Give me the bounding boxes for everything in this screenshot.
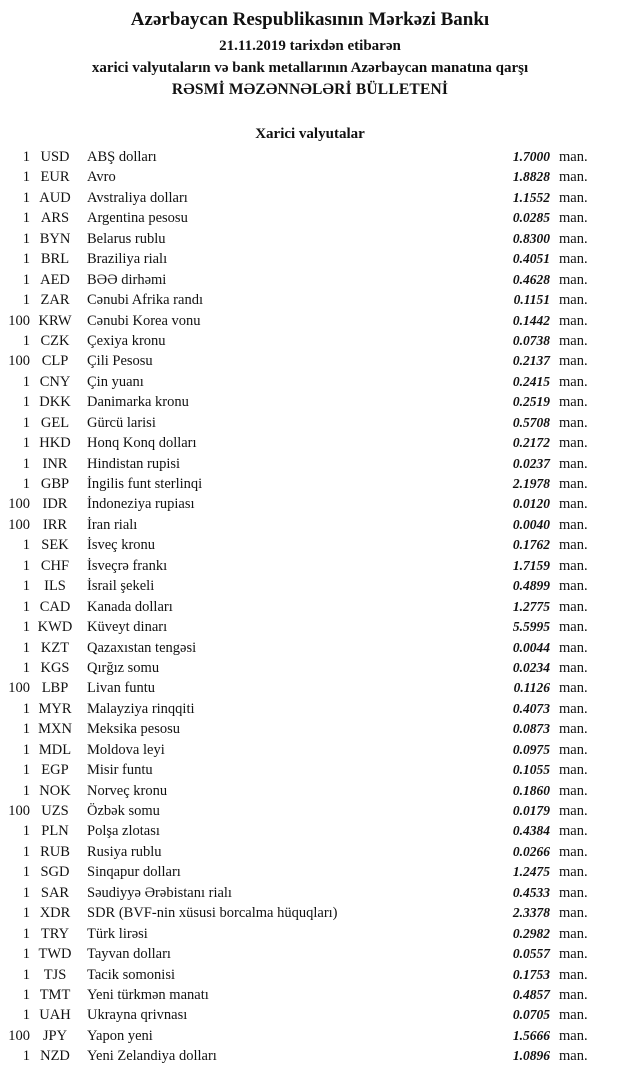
quantity-value: 1 [22, 251, 30, 268]
table-row [0, 821, 620, 841]
currency-name: Rusiya rublu [87, 843, 162, 860]
currency-code: MDL [38, 741, 72, 758]
table-row [0, 740, 620, 760]
currency-name: Çili Pesosu [87, 353, 153, 370]
table-row [0, 903, 620, 923]
quantity-value: 1 [22, 476, 30, 492]
rate-value: 0.4051 [512, 251, 550, 267]
currency-name: İsrail şekeli [87, 578, 155, 595]
quantity-value: 1 [22, 966, 30, 983]
currency-code: EGP [41, 762, 69, 779]
rate-value: 0.0234 [512, 659, 550, 675]
unit-label: man. [559, 700, 588, 717]
table-row [0, 372, 620, 392]
unit-label: man. [559, 312, 588, 329]
rate-value: 0.4628 [512, 271, 550, 287]
quantity-value: 1 [22, 782, 30, 799]
currency-name: Çin yuanı [87, 373, 144, 390]
currency-name: Hindistan rupisi [87, 455, 181, 472]
currency-code: INR [42, 455, 68, 472]
currency-code: ARS [40, 210, 70, 227]
unit-label: man. [559, 659, 588, 676]
quantity-value: 1 [22, 271, 30, 288]
currency-code: RUB [40, 843, 70, 860]
currency-name: Cənubi Afrika randı [87, 292, 203, 309]
quantity-value: 100 [8, 516, 30, 533]
rate-value: 1.7000 [512, 149, 550, 164]
table-row [0, 556, 620, 576]
unit-label: man. [559, 414, 588, 431]
quantity-value: 1 [22, 905, 30, 922]
currency-code: SGD [40, 864, 70, 881]
unit-label: man. [559, 741, 588, 758]
rate-value: 5.5995 [512, 619, 550, 635]
table-row [0, 617, 620, 637]
bank-name-title: Azərbaycan Respublikasının Mərkəzi Bankı [130, 9, 490, 30]
table-row [0, 208, 620, 228]
currency-code: UAH [39, 1007, 71, 1024]
table-row [0, 474, 620, 494]
quantity-value: 1 [22, 659, 30, 676]
unit-label: man. [559, 1007, 588, 1024]
table-row [0, 229, 620, 249]
currency-name: Malayziya rinqqiti [87, 700, 195, 717]
currency-name: Özbək somu [87, 803, 160, 819]
table-row [0, 597, 620, 617]
unit-label: man. [559, 516, 588, 533]
currency-name: Livan funtu [87, 680, 156, 697]
currency-code: DKK [39, 394, 71, 411]
currency-name: Misir funtu [87, 762, 153, 779]
quantity-value: 1 [22, 578, 30, 595]
quantity-value: 1 [22, 762, 30, 779]
currency-code: USD [40, 149, 70, 165]
rate-value: 0.0040 [512, 516, 550, 532]
currency-code: SEK [41, 537, 69, 554]
quantity-value: 1 [22, 210, 30, 227]
table-row [0, 576, 620, 596]
table-row [0, 392, 620, 412]
rate-value: 0.2137 [512, 353, 550, 369]
rate-value: 0.0557 [512, 946, 550, 962]
quantity-value: 1 [22, 619, 30, 636]
unit-label: man. [559, 189, 588, 206]
currency-name: İsveçrə frankı [87, 557, 168, 574]
quantity-value: 100 [8, 496, 30, 513]
currency-code: GEL [40, 414, 70, 431]
table-row [0, 433, 620, 453]
table-row [0, 944, 620, 964]
rate-value: 0.0237 [512, 455, 550, 471]
currency-name: Argentina pesosu [87, 210, 188, 227]
rate-value: 0.2415 [512, 373, 550, 389]
unit-label: man. [559, 435, 588, 452]
rate-value: 0.4384 [512, 823, 550, 839]
rate-value: 0.1055 [512, 762, 550, 778]
table-row [0, 781, 620, 801]
currency-name: Norveç kronu [87, 782, 168, 799]
table-row [0, 351, 620, 371]
currency-name: İngilis funt sterlinqi [87, 476, 203, 492]
rate-value: 0.8300 [512, 230, 550, 246]
unit-label: man. [559, 353, 588, 370]
unit-label: man. [559, 230, 588, 247]
bulletin-title: RƏSMİ MƏZƏNNƏLƏRİ BÜLLETENİ [171, 81, 449, 98]
unit-label: man. [559, 946, 588, 963]
quantity-value: 1 [22, 557, 30, 574]
unit-label: man. [559, 373, 588, 390]
rate-value: 0.0285 [512, 210, 550, 226]
quantity-value: 1 [22, 292, 30, 309]
unit-label: man. [559, 843, 588, 860]
unit-label: man. [559, 619, 588, 636]
table-row [0, 638, 620, 658]
unit-label: man. [559, 578, 588, 595]
currency-name: Çexiya kronu [87, 332, 166, 349]
table-row [0, 249, 620, 269]
table-row [0, 760, 620, 780]
currency-name: Sinqapur dolları [87, 864, 181, 881]
rate-value: 0.1126 [513, 680, 550, 696]
rate-value: 0.1753 [512, 966, 550, 982]
unit-label: man. [559, 966, 588, 983]
table-row [0, 801, 620, 821]
quantity-value: 1 [22, 332, 30, 349]
subtitle-line: xarici valyutaların və bank metallarının Azərbaycan manatına qarşı [91, 60, 529, 76]
unit-label: man. [559, 1027, 588, 1044]
currency-name: Avro [87, 169, 116, 186]
quantity-value: 1 [22, 864, 30, 881]
unit-label: man. [559, 905, 588, 922]
rate-value: 1.5666 [512, 1027, 550, 1043]
unit-label: man. [559, 986, 588, 1003]
currency-code: MXN [38, 721, 72, 738]
rate-value: 0.2172 [512, 435, 550, 451]
currency-code: CHF [40, 557, 70, 574]
rate-value: 0.2982 [512, 925, 550, 941]
rate-value: 2.3378 [512, 905, 550, 921]
table-row [0, 678, 620, 698]
quantity-value: 1 [22, 884, 30, 901]
table-row [0, 494, 620, 514]
table-row [0, 331, 620, 351]
table-row [0, 413, 620, 433]
rate-value: 0.0873 [512, 721, 550, 737]
currency-code: BYN [39, 230, 71, 247]
rate-value: 1.8828 [512, 169, 550, 185]
table-row [0, 842, 620, 862]
currency-name: BƏƏ dirhəmi [87, 271, 167, 288]
quantity-value: 1 [22, 149, 30, 165]
effective-date-line: 21.11.2019 tarixdən etibarən [219, 38, 401, 54]
unit-label: man. [559, 210, 588, 227]
rate-value: 0.4899 [512, 578, 550, 594]
quantity-value: 1 [22, 373, 30, 390]
currency-code: CLP [41, 353, 69, 370]
unit-label: man. [559, 1048, 588, 1065]
quantity-value: 1 [22, 986, 30, 1003]
unit-label: man. [559, 332, 588, 349]
unit-label: man. [559, 455, 588, 472]
currency-name: Türk lirəsi [87, 925, 148, 942]
currency-name: Polşa zlotası [87, 823, 160, 840]
quantity-value: 1 [22, 169, 30, 186]
table-row [0, 147, 620, 167]
quantity-value: 1 [22, 189, 30, 206]
rate-value: 0.4857 [512, 986, 550, 1002]
currency-code: IDR [42, 496, 68, 513]
unit-label: man. [559, 598, 588, 615]
currency-code: LBP [41, 680, 69, 697]
quantity-value: 1 [22, 946, 30, 963]
currency-code: NOK [39, 782, 71, 799]
currency-code: PLN [41, 823, 69, 840]
currency-name: Belarus rublu [87, 230, 166, 247]
unit-label: man. [559, 394, 588, 411]
currency-code: BRL [40, 251, 70, 268]
rate-value: 0.0266 [512, 843, 550, 859]
table-row [0, 167, 620, 187]
rate-value: 0.5708 [512, 414, 550, 430]
rates-table [0, 147, 620, 1067]
unit-label: man. [559, 864, 588, 881]
quantity-value: 1 [22, 1048, 30, 1065]
currency-name: Ukrayna qrivnası [87, 1007, 188, 1024]
quantity-value: 1 [22, 823, 30, 840]
currency-name: İran rialı [87, 516, 138, 533]
currency-name: Braziliya rialı [87, 251, 168, 268]
rate-value: 0.2519 [512, 394, 550, 410]
currency-name: Qazaxıstan tengəsi [87, 639, 197, 656]
currency-code: AUD [39, 189, 71, 206]
quantity-value: 1 [22, 435, 30, 452]
currency-code: XDR [39, 905, 71, 922]
quantity-value: 1 [22, 414, 30, 431]
currency-code: KGS [40, 659, 70, 676]
rate-value: 0.1442 [512, 312, 550, 328]
unit-label: man. [559, 476, 588, 492]
currency-code: JPY [42, 1027, 68, 1044]
rate-value: 0.0044 [512, 639, 550, 655]
currency-code: MYR [38, 700, 72, 717]
currency-code: IRR [42, 516, 68, 533]
currency-name: Gürcü larisi [87, 414, 156, 431]
currency-name: Cənubi Korea vonu [87, 312, 201, 329]
rate-value: 0.0975 [512, 741, 550, 757]
section-title-foreign-currencies: Xarici valyutalar [255, 126, 365, 142]
quantity-value: 100 [8, 312, 30, 329]
currency-code: AED [40, 271, 70, 288]
currency-name: Danimarka kronu [87, 394, 189, 411]
currency-name: Səudiyyə Ərəbistanı rialı [87, 884, 232, 901]
currency-name: SDR (BVF-nin xüsusi borcalma hüquqları) [87, 905, 338, 922]
currency-code: KRW [38, 312, 72, 329]
quantity-value: 1 [22, 598, 30, 615]
quantity-value: 1 [22, 537, 30, 554]
rate-value: 0.1860 [512, 782, 550, 798]
rate-value: 0.4073 [512, 700, 550, 716]
table-row [0, 188, 620, 208]
quantity-value: 1 [22, 394, 30, 411]
rate-value: 1.7159 [512, 557, 550, 573]
currency-name: Tayvan dolları [87, 946, 171, 963]
rate-value: 0.0120 [512, 496, 550, 512]
table-row [0, 290, 620, 310]
unit-label: man. [559, 925, 588, 942]
unit-label: man. [559, 292, 588, 309]
currency-name: Tacik somonisi [87, 966, 175, 983]
currency-code: KZT [40, 639, 70, 656]
table-row [0, 658, 620, 678]
currency-name: Avstraliya dolları [87, 189, 188, 206]
currency-code: CNY [39, 373, 71, 390]
unit-label: man. [559, 169, 588, 186]
unit-label: man. [559, 639, 588, 656]
table-row [0, 985, 620, 1005]
unit-label: man. [559, 557, 588, 574]
currency-name: Qırğız somu [87, 659, 160, 676]
currency-name: Yeni Zelandiya dolları [87, 1048, 217, 1065]
rate-value: 0.1762 [512, 537, 550, 553]
unit-label: man. [559, 271, 588, 288]
rate-value: 0.0179 [512, 803, 550, 818]
currency-name: İsveç kronu [87, 537, 156, 554]
unit-label: man. [559, 496, 588, 513]
quantity-value: 100 [8, 803, 30, 819]
table-row [0, 965, 620, 985]
unit-label: man. [559, 762, 588, 779]
unit-label: man. [559, 721, 588, 738]
quantity-value: 100 [8, 353, 30, 370]
currency-name: Moldova leyi [87, 741, 165, 758]
unit-label: man. [559, 537, 588, 554]
currency-code: EUR [40, 169, 70, 186]
table-row [0, 311, 620, 331]
quantity-value: 1 [22, 700, 30, 717]
bulletin-header [0, 0, 620, 99]
unit-label: man. [559, 782, 588, 799]
currency-code: ILS [44, 578, 66, 595]
currency-code: CAD [39, 598, 71, 615]
unit-label: man. [559, 251, 588, 268]
currency-code: UZS [41, 803, 69, 819]
currency-name: Meksika pesosu [87, 721, 181, 738]
unit-label: man. [559, 884, 588, 901]
rate-value: 0.1151 [513, 292, 550, 308]
table-row [0, 1046, 620, 1066]
table-row [0, 699, 620, 719]
unit-label: man. [559, 149, 588, 165]
currency-name: Yapon yeni [87, 1027, 153, 1044]
currency-code: SAR [40, 884, 70, 901]
currency-code: TMT [39, 986, 71, 1003]
rate-value: 2.1978 [512, 476, 550, 491]
currency-name: Honq Konq dolları [87, 435, 197, 452]
currency-code: TJS [43, 966, 67, 983]
quantity-value: 1 [22, 1007, 30, 1024]
rate-value: 0.0705 [512, 1007, 550, 1023]
quantity-value: 1 [22, 455, 30, 472]
rate-value: 0.4533 [512, 884, 550, 900]
quantity-value: 1 [22, 843, 30, 860]
rate-value: 1.0896 [512, 1048, 550, 1064]
quantity-value: 100 [8, 680, 30, 697]
currency-name: İndoneziya rupiası [87, 496, 195, 513]
table-row [0, 1005, 620, 1025]
rate-value: 1.1552 [512, 189, 550, 205]
rate-value: 0.0738 [512, 332, 550, 348]
table-row [0, 454, 620, 474]
quantity-value: 1 [22, 230, 30, 247]
quantity-value: 1 [22, 721, 30, 738]
table-row [0, 862, 620, 882]
unit-label: man. [559, 680, 588, 697]
quantity-value: 100 [8, 1027, 30, 1044]
rate-value: 1.2775 [512, 598, 550, 614]
table-row [0, 515, 620, 535]
currency-code: TWD [38, 946, 72, 963]
unit-label: man. [559, 823, 588, 840]
currency-code: KWD [37, 619, 73, 636]
currency-name: Küveyt dinarı [87, 619, 168, 636]
table-row [0, 883, 620, 903]
quantity-value: 1 [22, 639, 30, 656]
table-row [0, 270, 620, 290]
currency-code: HKD [39, 435, 71, 452]
currency-code: CZK [40, 332, 70, 349]
currency-name: Yeni türkmən manatı [87, 986, 209, 1003]
currency-code: GBP [40, 476, 70, 492]
currency-name: Kanada dolları [87, 598, 173, 615]
quantity-value: 1 [22, 741, 30, 758]
table-row [0, 1026, 620, 1046]
quantity-value: 1 [22, 925, 30, 942]
currency-code: ZAR [40, 292, 70, 309]
currency-code: NZD [40, 1048, 70, 1065]
unit-label: man. [559, 803, 588, 819]
currency-code: TRY [40, 925, 70, 942]
currency-name: ABŞ dolları [87, 149, 157, 165]
table-row [0, 924, 620, 944]
rate-value: 1.2475 [512, 864, 550, 880]
table-row [0, 535, 620, 555]
table-row [0, 719, 620, 739]
